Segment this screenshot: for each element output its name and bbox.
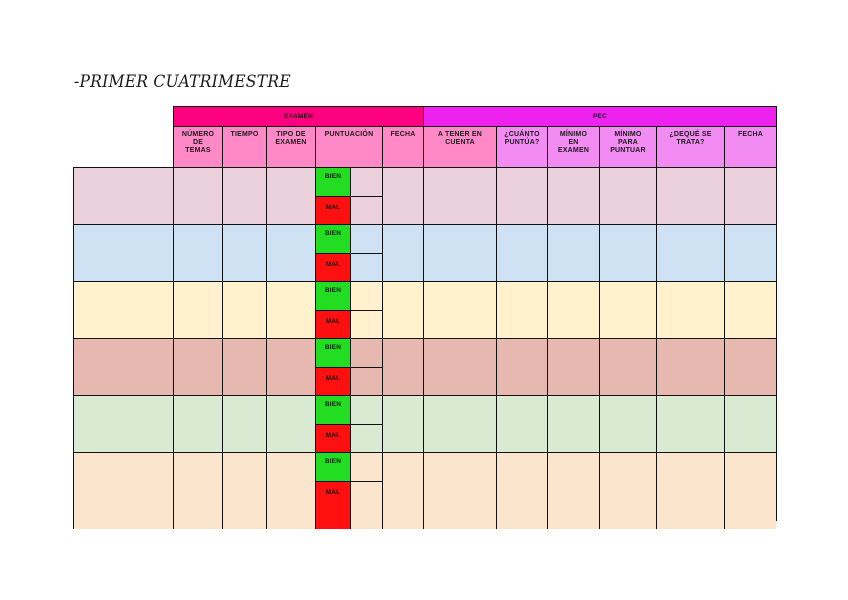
- cell-cuanto-puntua[interactable]: [496, 395, 547, 452]
- cell-tipo-examen[interactable]: [266, 452, 315, 529]
- cell-subject[interactable]: [73, 281, 173, 338]
- cell-minimo-en-examen[interactable]: [547, 452, 599, 529]
- score-bien: BIEN: [315, 224, 350, 253]
- cell-cuanto-puntua[interactable]: [496, 338, 547, 395]
- score-mal: MAL: [315, 253, 350, 282]
- cell-minimo-para-puntuar[interactable]: [599, 281, 656, 338]
- cell-cuanto-puntua[interactable]: [496, 167, 547, 224]
- header-cuanto-puntua: ¿CUÁNTO PUNTÚA?: [496, 126, 547, 167]
- header-a-tener-en-cuenta: A TENER EN CUENTA: [423, 126, 496, 167]
- score-bien: BIEN: [315, 167, 350, 196]
- cell-numero-temas[interactable]: [173, 224, 222, 281]
- score-bien-value[interactable]: [350, 395, 382, 424]
- score-mal-value[interactable]: [350, 310, 382, 339]
- cell-fecha-examen[interactable]: [382, 452, 423, 529]
- score-mal-value[interactable]: [350, 196, 382, 225]
- cell-fecha-pec[interactable]: [724, 452, 776, 529]
- score-mal: MAL: [315, 196, 350, 225]
- cell-fecha-examen[interactable]: [382, 281, 423, 338]
- score-bien: BIEN: [315, 452, 350, 481]
- cell-fecha-examen[interactable]: [382, 395, 423, 452]
- cell-de-que-se-trata[interactable]: [656, 338, 724, 395]
- cell-tiempo[interactable]: [222, 167, 266, 224]
- cell-tipo-examen[interactable]: [266, 281, 315, 338]
- cell-subject[interactable]: [73, 395, 173, 452]
- header-fecha-pec: FECHA: [724, 126, 776, 167]
- cell-subject[interactable]: [73, 224, 173, 281]
- cell-minimo-para-puntuar[interactable]: [599, 338, 656, 395]
- score-mal: MAL: [315, 367, 350, 396]
- cell-fecha-pec[interactable]: [724, 167, 776, 224]
- score-mal-value[interactable]: [350, 481, 382, 530]
- score-mal: MAL: [315, 310, 350, 339]
- corner-blank: [73, 106, 173, 167]
- cell-subject[interactable]: [73, 338, 173, 395]
- cell-fecha-pec[interactable]: [724, 338, 776, 395]
- cell-minimo-en-examen[interactable]: [547, 395, 599, 452]
- header-tiempo: TIEMPO: [222, 126, 266, 167]
- cell-cuanto-puntua[interactable]: [496, 281, 547, 338]
- score-mal-value[interactable]: [350, 424, 382, 453]
- header-tipo-examen: TIPO DE EXAMEN: [266, 126, 315, 167]
- cell-tiempo[interactable]: [222, 452, 266, 529]
- study-schedule-table: [73, 106, 777, 521]
- cell-minimo-para-puntuar[interactable]: [599, 395, 656, 452]
- cell-de-que-se-trata[interactable]: [656, 452, 724, 529]
- cell-cuanto-puntua[interactable]: [496, 452, 547, 529]
- cell-a-tener-en-cuenta[interactable]: [423, 338, 496, 395]
- cell-subject[interactable]: [73, 167, 173, 224]
- cell-a-tener-en-cuenta[interactable]: [423, 167, 496, 224]
- cell-tipo-examen[interactable]: [266, 167, 315, 224]
- header-numero-temas: NÚMERO DE TEMAS: [173, 126, 222, 167]
- group-header-pec: PEC: [423, 106, 776, 126]
- header-puntuacion: PUNTUACIÓN: [315, 126, 382, 167]
- cell-numero-temas[interactable]: [173, 281, 222, 338]
- cell-minimo-en-examen[interactable]: [547, 167, 599, 224]
- cell-cuanto-puntua[interactable]: [496, 224, 547, 281]
- score-bien-value[interactable]: [350, 338, 382, 367]
- cell-tiempo[interactable]: [222, 281, 266, 338]
- header-de-que-se-trata: ¿DEQUÉ SE TRATA?: [656, 126, 724, 167]
- header-minimo-para-puntuar: MÍNIMO PARA PUNTUAR: [599, 126, 656, 167]
- group-header-examen: EXAMEN: [173, 106, 423, 126]
- cell-tipo-examen[interactable]: [266, 224, 315, 281]
- cell-minimo-para-puntuar[interactable]: [599, 167, 656, 224]
- cell-fecha-examen[interactable]: [382, 338, 423, 395]
- cell-tipo-examen[interactable]: [266, 338, 315, 395]
- cell-a-tener-en-cuenta[interactable]: [423, 452, 496, 529]
- cell-minimo-en-examen[interactable]: [547, 281, 599, 338]
- cell-tiempo[interactable]: [222, 395, 266, 452]
- cell-fecha-examen[interactable]: [382, 167, 423, 224]
- cell-de-que-se-trata[interactable]: [656, 281, 724, 338]
- score-bien: BIEN: [315, 281, 350, 310]
- header-fecha-examen: FECHA: [382, 126, 423, 167]
- cell-de-que-se-trata[interactable]: [656, 395, 724, 452]
- cell-tiempo[interactable]: [222, 224, 266, 281]
- score-bien-value[interactable]: [350, 224, 382, 253]
- cell-numero-temas[interactable]: [173, 452, 222, 529]
- cell-tiempo[interactable]: [222, 338, 266, 395]
- cell-a-tener-en-cuenta[interactable]: [423, 395, 496, 452]
- cell-numero-temas[interactable]: [173, 395, 222, 452]
- cell-numero-temas[interactable]: [173, 338, 222, 395]
- cell-minimo-para-puntuar[interactable]: [599, 452, 656, 529]
- cell-tipo-examen[interactable]: [266, 395, 315, 452]
- cell-de-que-se-trata[interactable]: [656, 167, 724, 224]
- page-title: -PRIMER CUATRIMESTRE: [74, 72, 291, 92]
- score-bien-value[interactable]: [350, 452, 382, 481]
- cell-subject[interactable]: [73, 452, 173, 529]
- cell-minimo-para-puntuar[interactable]: [599, 224, 656, 281]
- score-mal: MAL: [315, 424, 350, 453]
- score-bien-value[interactable]: [350, 281, 382, 310]
- score-bien: BIEN: [315, 395, 350, 424]
- score-mal: MAL: [315, 481, 350, 530]
- cell-numero-temas[interactable]: [173, 167, 222, 224]
- cell-de-que-se-trata[interactable]: [656, 224, 724, 281]
- score-mal-value[interactable]: [350, 367, 382, 396]
- cell-a-tener-en-cuenta[interactable]: [423, 224, 496, 281]
- score-bien: BIEN: [315, 338, 350, 367]
- cell-minimo-en-examen[interactable]: [547, 224, 599, 281]
- score-mal-value[interactable]: [350, 253, 382, 282]
- cell-minimo-en-examen[interactable]: [547, 338, 599, 395]
- cell-fecha-pec[interactable]: [724, 224, 776, 281]
- cell-a-tener-en-cuenta[interactable]: [423, 281, 496, 338]
- cell-fecha-examen[interactable]: [382, 224, 423, 281]
- cell-fecha-pec[interactable]: [724, 281, 776, 338]
- header-minimo-en-examen: MÍNIMO EN EXAMEN: [547, 126, 599, 167]
- cell-fecha-pec[interactable]: [724, 395, 776, 452]
- score-bien-value[interactable]: [350, 167, 382, 196]
